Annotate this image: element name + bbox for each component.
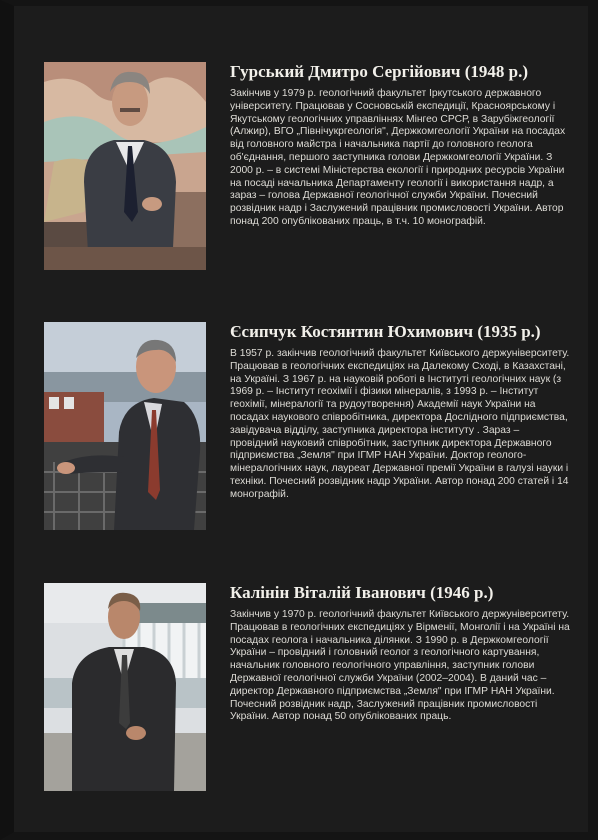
bio-text-block	[230, 322, 570, 502]
person-name: Гурський Дмитро Сергійович (1948 р.)	[230, 62, 529, 81]
portrait-photo	[44, 322, 206, 530]
portrait-photo	[44, 62, 206, 270]
person-description: В 1957 р. закінчив геологічний факультет Київського держуніверситету. Працював в геологічних експедиціях на Далекому Сході, в Казахстані, на Україні. З 1967 р. на науковій роботі в Інституті геологічних наук (з 1969 р. – Інститут геохімії і фізики мінералів, з 1993 р. – Інститут геохімії, мінералогії та рудоутворення) Академії наук України на посадах наукового співробітника, директора Дослідного підприємства, завідувача відділу, заступника директора інституту . Зараз – провідний науковий співробітник, заступник директора Державного підприємства „Земля" при ІГМР НАН України. Доктор геолого-мінералогічних наук, лауреат Державної премії України в галузі науки і техніки. Почесний розвідник надр України. Автор понад 200 статей і 14 монографій.	[230, 348, 570, 500]
person-name: Калінін Віталій Іванович (1946 р.)	[230, 583, 494, 602]
person-description: Закінчив у 1970 р. геологічний факультет Київського держуніверситету. Працював в геологічних експедиціях у Вірменії, Монголії і на Україні на посадах геолога і начальника ділянки. З 1990 р. в Держкомгеології України – провідний і головний геолог з геологічного картування, начальник головного геологічного управління, заступник голови Державної геологічної служби України (2002–2004). В даний час – директор Державного підприємства „Земля" при ІГМР НАН України. Почесний розвідник надр, Заслужений працівник промисловості України. Автор понад 50 опублікованих праць.	[230, 609, 570, 723]
bio-text-block	[230, 583, 570, 724]
person-name: Єсипчук Костянтин Юхимович (1935 р.)	[230, 322, 541, 341]
portrait-photo	[44, 583, 206, 791]
bio-text-block	[230, 62, 570, 229]
person-description: Закінчив у 1979 р. геологічний факультет Іркутського державного університету. Працював у Сосновській експедиції, Красноярському і Якутському геологічних управліннях Мінгео СРСР, в Зарубіжгеології (Алжир), ВГО „Північукргеологія", Держкомгеології України на посадах від головного майстра і начальника партії до головного геолога об'єднання, першого заступника голови Держкомгеології України. З 2000 р. – в системі Міністерства екології і природних ресурсів України на посаді начальника Департаменту геології і використання надр, а зараз – голова Державної геологічної служби України. Почесний розвідник надр і Заслужений працівник промисловості України. Автор понад 200 опублікованих праць, в т.ч. 10 монографій.	[230, 88, 566, 227]
